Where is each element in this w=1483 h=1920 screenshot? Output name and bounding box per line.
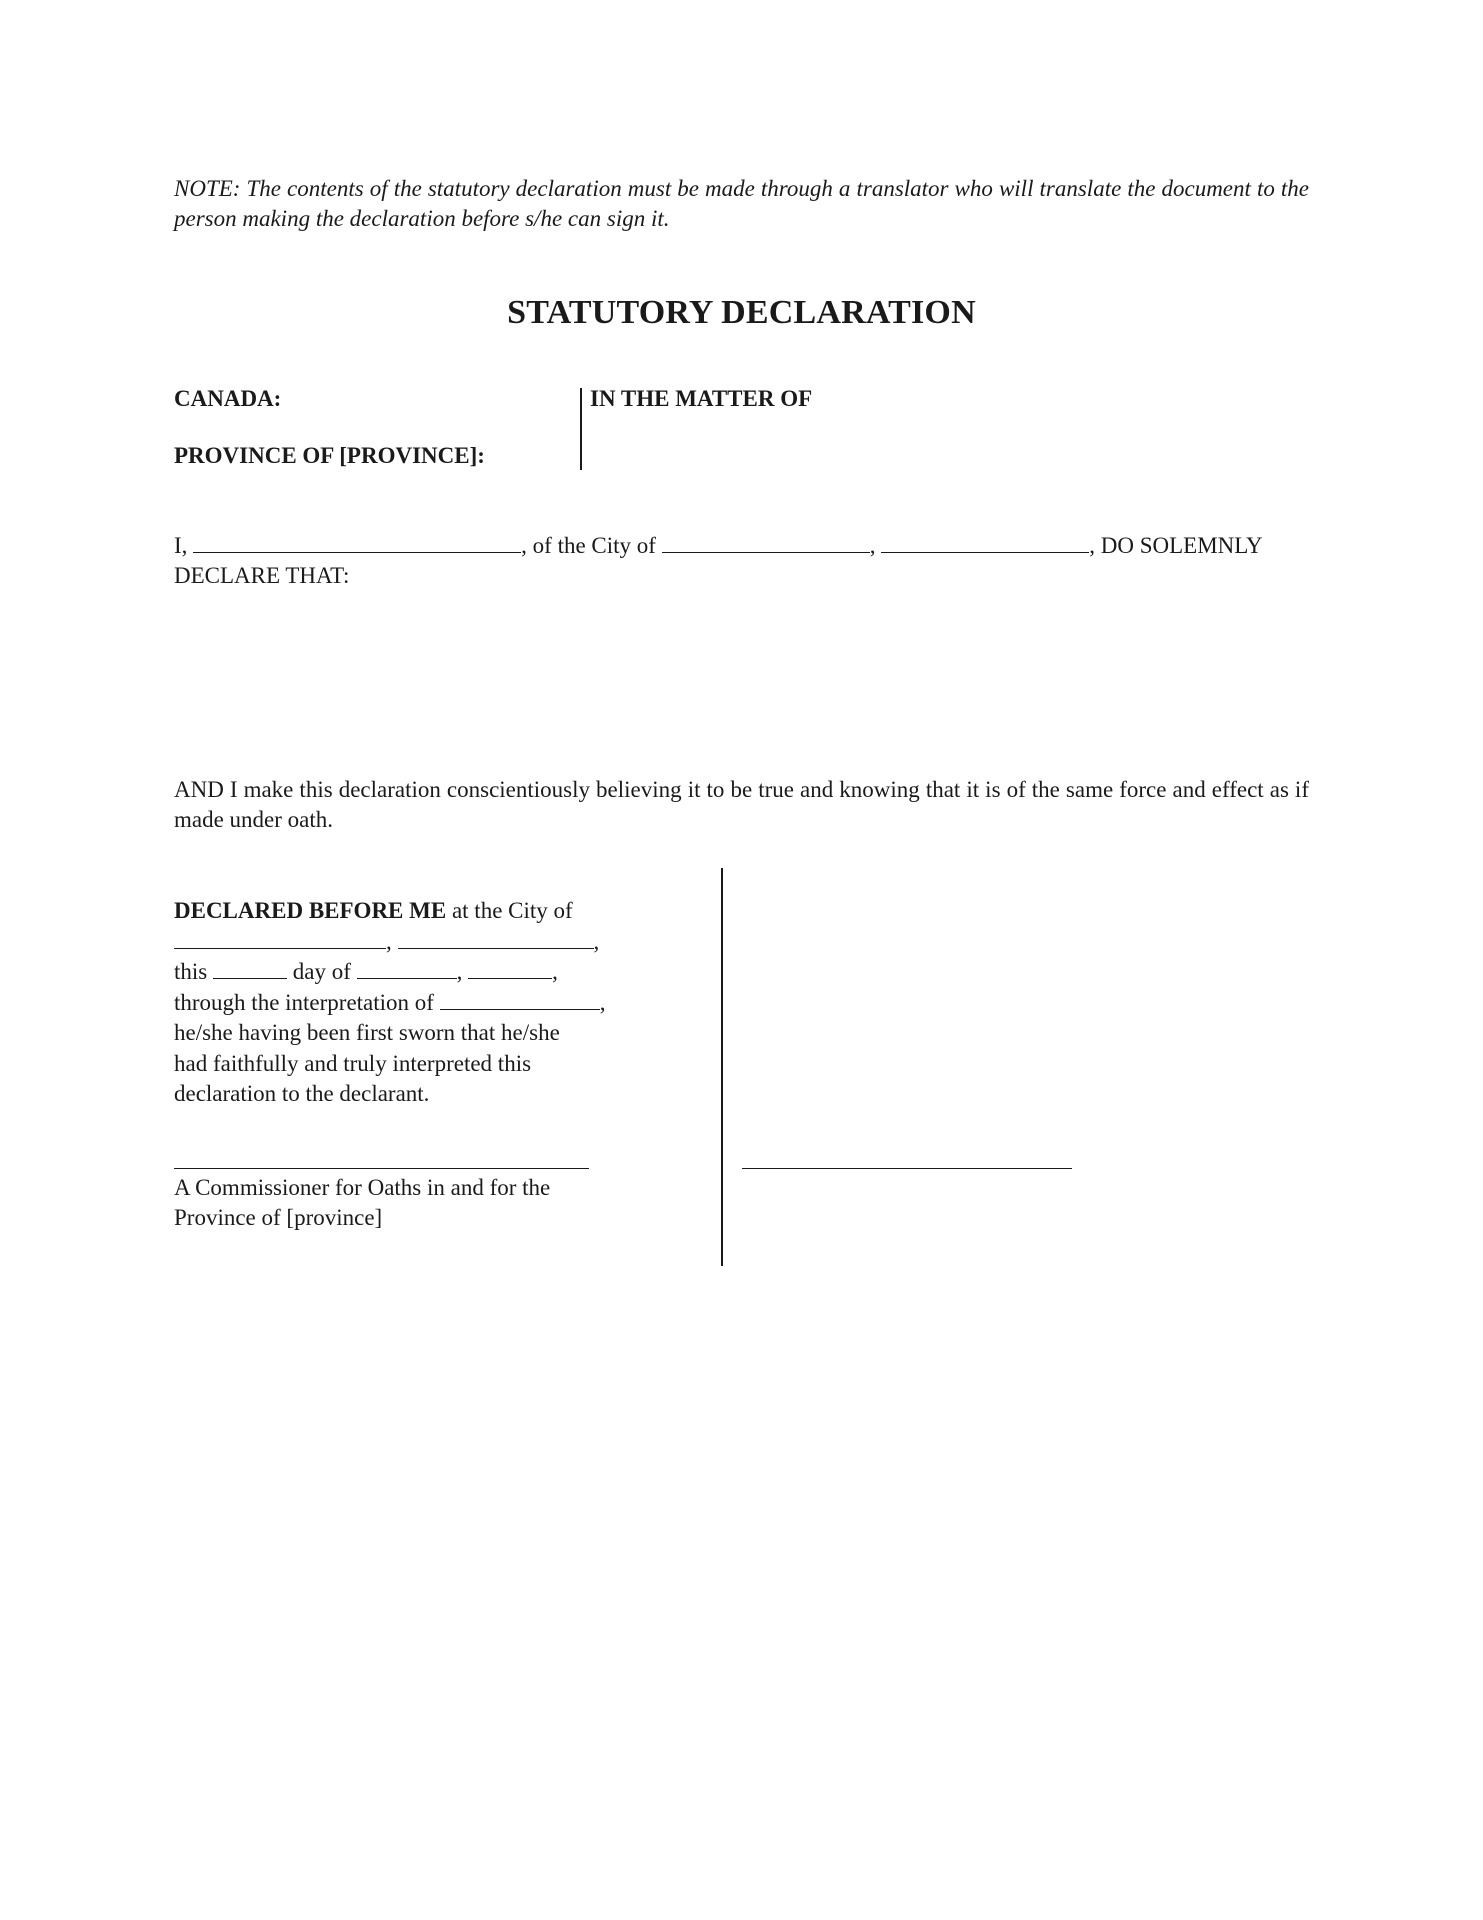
comma-separator: , bbox=[456, 959, 463, 984]
this-text: this bbox=[174, 959, 208, 984]
declarant-name-blank[interactable] bbox=[193, 532, 521, 553]
jurat-block bbox=[174, 896, 694, 1110]
jurat-line-5: he/she having been first sworn that he/she bbox=[174, 1020, 560, 1045]
jurat-line-1 bbox=[174, 896, 694, 927]
commissioner-line-2: Province of [province] bbox=[174, 1205, 383, 1230]
commissioner-caption bbox=[174, 1173, 694, 1233]
jurisdiction-province: PROVINCE OF [PROVINCE]: bbox=[174, 443, 485, 468]
declare-that: DECLARE THAT: bbox=[174, 563, 350, 588]
jurisdiction-canada: CANADA: bbox=[174, 386, 282, 411]
in-the-matter-of: IN THE MATTER OF bbox=[590, 386, 813, 411]
commissioner-line-1: A Commissioner for Oaths in and for the bbox=[174, 1175, 551, 1200]
comma-separator: , bbox=[386, 928, 392, 954]
translator-note: NOTE: The contents of the statutory declaration must be made through a translator who will translate the document to the person making the declaration before s/he can sign it. bbox=[174, 176, 1309, 231]
document-title: STATUTORY DECLARATION bbox=[507, 294, 976, 331]
declarant-province-blank[interactable] bbox=[881, 532, 1089, 553]
comma-separator: , bbox=[552, 959, 558, 984]
jurat-line-7: declaration to the declarant. bbox=[174, 1081, 430, 1106]
jurat-line-2 bbox=[174, 927, 694, 958]
year-blank[interactable] bbox=[468, 958, 552, 979]
comma-separator: , bbox=[869, 533, 876, 558]
do-solemnly-text: , DO SOLEMNLY bbox=[1089, 533, 1263, 558]
declarant-signature-line[interactable] bbox=[742, 1168, 1072, 1169]
through-interpretation-text: through the interpretation of bbox=[174, 989, 434, 1015]
header-divider bbox=[580, 388, 582, 470]
jurat-line-4 bbox=[174, 988, 694, 1019]
declared-before-me: DECLARED BEFORE ME bbox=[174, 898, 447, 923]
declarant-intro bbox=[174, 531, 1263, 561]
comma-separator: , bbox=[593, 928, 600, 954]
interpreter-blank[interactable] bbox=[440, 989, 600, 1010]
day-of-text: day of bbox=[292, 959, 351, 984]
jurat-city-blank[interactable] bbox=[174, 928, 386, 949]
comma-separator: , bbox=[599, 989, 606, 1015]
commissioner-signature-line[interactable] bbox=[174, 1168, 589, 1169]
of-the-city-of-text: , of the City of bbox=[521, 533, 656, 558]
month-blank[interactable] bbox=[357, 958, 457, 979]
day-blank[interactable] bbox=[213, 958, 287, 979]
declarant-line bbox=[174, 531, 1309, 561]
jurat-line-3 bbox=[174, 957, 694, 988]
at-the-city-of-text: at the City of bbox=[446, 898, 573, 923]
jurat-province-blank[interactable] bbox=[398, 928, 594, 949]
jurat-line-6: had faithfully and truly interpreted this bbox=[174, 1050, 532, 1076]
declarant-i: I, bbox=[174, 533, 188, 558]
declarant-statement bbox=[174, 531, 1309, 591]
jurat-divider bbox=[721, 868, 723, 1266]
oath-paragraph: AND I make this declaration conscientiously believing it to be true and knowing that it is of the same force and effect as if made under oath. bbox=[174, 777, 1309, 832]
declarant-city-blank[interactable] bbox=[662, 532, 870, 553]
